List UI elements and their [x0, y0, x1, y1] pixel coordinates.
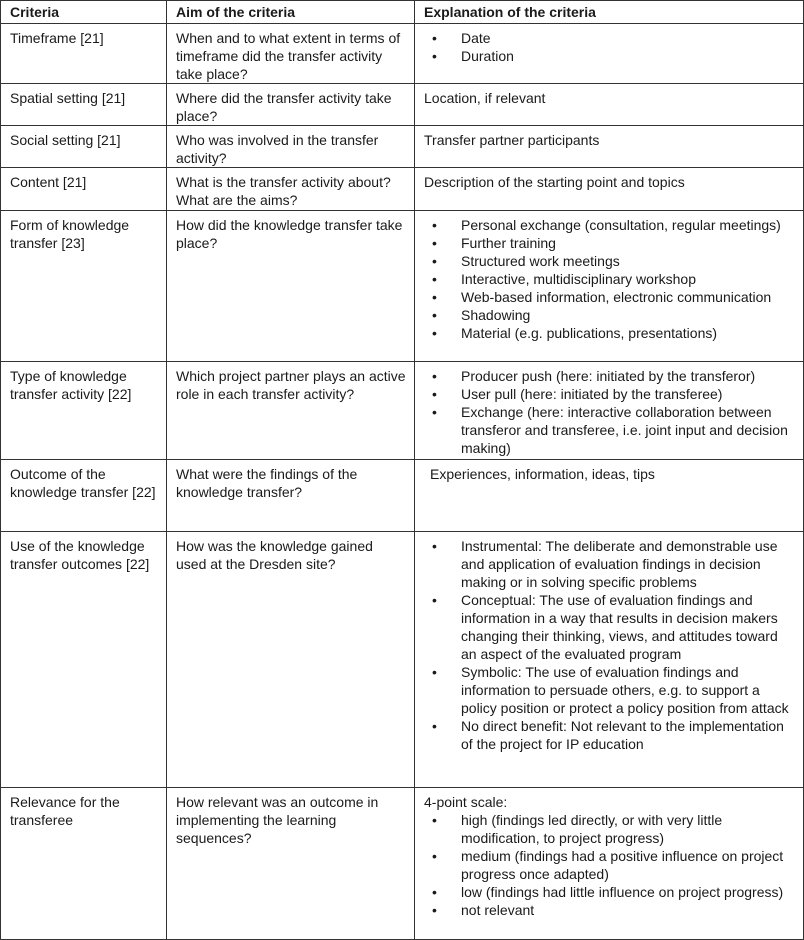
table-row [1, 84, 804, 126]
bullet-list [424, 811, 795, 919]
list-item: • Structured work meetings [424, 252, 795, 270]
list-item: • Further training [424, 234, 795, 252]
explanation-cell: Experiences, information, ideas, tips [415, 460, 804, 532]
table-row [1, 24, 804, 84]
aim-cell: How did the knowledge transfer take place? [167, 211, 415, 362]
explanation-cell [415, 362, 804, 460]
aim-cell: How relevant was an outcome in implementing the learning sequences? [167, 788, 415, 940]
list-item: • Conceptual: The use of evaluation findings and information in a way that results in decision makers changing their thinking, views, and attitudes toward an aspect of the evaluated program [424, 591, 795, 663]
list-item: • not relevant [424, 901, 795, 919]
criteria-cell: Outcome of the knowledge transfer [22] [1, 460, 167, 532]
list-item: • Material (e.g. publications, presentations) [424, 324, 795, 342]
table-row [1, 168, 804, 211]
list-item: • Date [424, 29, 795, 47]
aim-cell: How was the knowledge gained used at the Dresden site? [167, 532, 415, 788]
explanation-cell [415, 24, 804, 84]
list-item: • Producer push (here: initiated by the transferor) [424, 367, 795, 385]
aim-cell: Where did the transfer activity take place? [167, 84, 415, 126]
aim-cell: Who was involved in the transfer activity? [167, 126, 415, 168]
criteria-cell: Form of knowledge transfer [23] [1, 211, 167, 362]
criteria-cell: Social setting [21] [1, 126, 167, 168]
list-item: • high (findings led directly, or with very little modification, to project progress) [424, 811, 795, 847]
header-criteria: Criteria [1, 1, 167, 24]
list-item: • No direct benefit: Not relevant to the implementation of the project for IP education [424, 717, 795, 753]
aim-cell: What were the findings of the knowledge transfer? [167, 460, 415, 532]
criteria-cell: Relevance for the transferee [1, 788, 167, 940]
aim-cell: When and to what extent in terms of timeframe did the transfer activity take place? [167, 24, 415, 84]
list-item: • Web-based information, electronic communication [424, 288, 795, 306]
table-row [1, 126, 804, 168]
table-row [1, 460, 804, 532]
explanation-cell [415, 532, 804, 788]
criteria-cell: Content [21] [1, 168, 167, 211]
aim-cell: Which project partner plays an active role in each transfer activity? [167, 362, 415, 460]
criteria-cell: Timeframe [21] [1, 24, 167, 84]
list-item: • Shadowing [424, 306, 795, 324]
list-item: • Personal exchange (consultation, regular meetings) [424, 216, 795, 234]
list-item: • medium (findings had a positive influence on project progress once adapted) [424, 847, 795, 883]
table-row [1, 362, 804, 460]
list-item: • Exchange (here: interactive collaboration between transferor and transferee, i.e. joint input and decision making) [424, 403, 795, 457]
table-row [1, 211, 804, 362]
scale-label: 4-point scale: [424, 794, 508, 810]
explanation-cell [415, 211, 804, 362]
criteria-cell: Spatial setting [21] [1, 84, 167, 126]
bullet-list [424, 367, 795, 457]
aim-cell: What is the transfer activity about? What are the aims? [167, 168, 415, 211]
list-item: • Interactive, multidisciplinary workshop [424, 270, 795, 288]
list-item: • User pull (here: initiated by the transferee) [424, 385, 795, 403]
bullet-list [424, 216, 795, 342]
bullet-list [424, 29, 795, 65]
criteria-cell: Use of the knowledge transfer outcomes [22] [1, 532, 167, 788]
criteria-cell: Type of knowledge transfer activity [22] [1, 362, 167, 460]
explanation-cell: Location, if relevant [415, 84, 804, 126]
header-aim: Aim of the criteria [167, 1, 415, 24]
bullet-list [424, 537, 795, 753]
list-item: • Instrumental: The deliberate and demonstrable use and application of evaluation findings in decision making or in solving specific problems [424, 537, 795, 591]
explanation-cell [415, 788, 804, 940]
header-row [1, 1, 804, 24]
explanation-cell: Description of the starting point and topics [415, 168, 804, 211]
table-row [1, 532, 804, 788]
list-item: • Duration [424, 47, 795, 65]
explanation-cell: Transfer partner participants [415, 126, 804, 168]
header-explanation: Explanation of the criteria [415, 1, 804, 24]
list-item: • low (findings had little influence on project progress) [424, 883, 795, 901]
list-item: • Symbolic: The use of evaluation findings and information to persuade others, e.g. to support a policy position or protect a policy position from attack [424, 663, 795, 717]
table-row [1, 788, 804, 940]
